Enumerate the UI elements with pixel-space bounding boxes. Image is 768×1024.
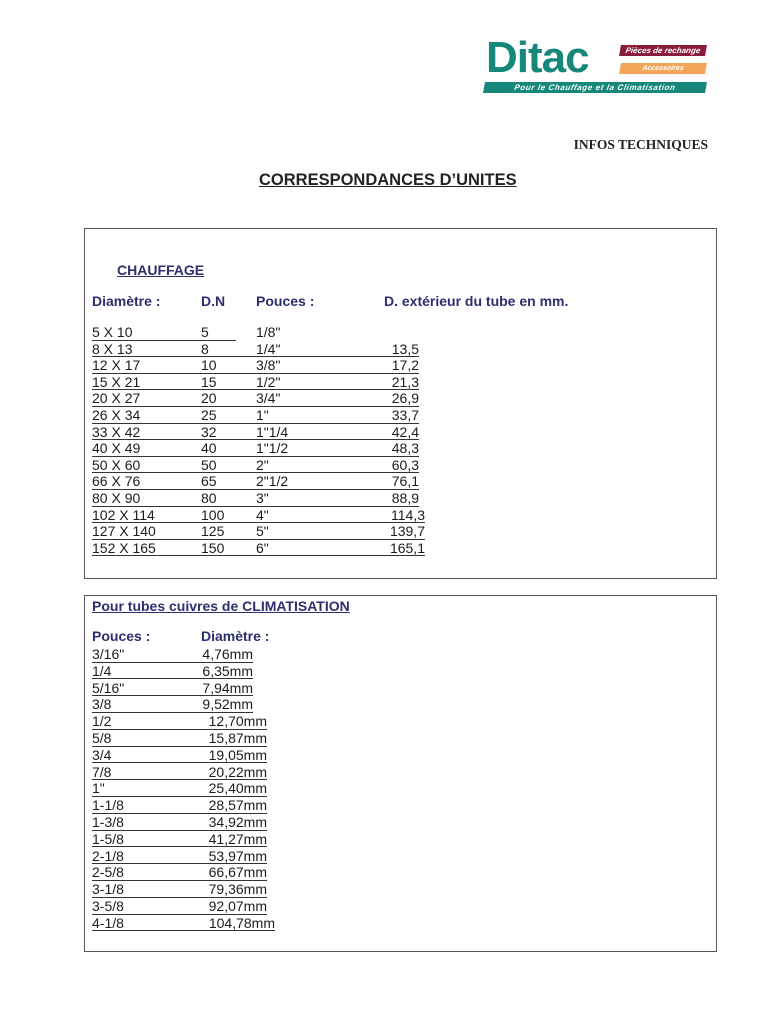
table-row — [92, 374, 419, 391]
cell-diametre: 66 X 76 — [92, 473, 141, 490]
logo-banner: Pour le Chauffage et la Climatisation — [483, 82, 707, 93]
cell-diametre: 92,07mm — [208, 898, 267, 914]
table-row — [92, 713, 267, 730]
cell-diametre: 7,94mm — [202, 679, 253, 696]
cell-pouces: 1-3/8 — [92, 814, 124, 830]
ditac-logo — [484, 33, 708, 96]
table-row — [92, 357, 419, 374]
cell-diametre: 40 X 49 — [92, 440, 141, 457]
table-row — [92, 523, 425, 540]
cell-dn: 32 — [201, 423, 217, 440]
cell-d-exterieur: 114,3 — [391, 506, 425, 523]
cell-diametre: 20,22mm — [208, 763, 267, 780]
chauffage-title: CHAUFFAGE — [117, 262, 205, 278]
cell-diametre: 34,92mm — [208, 814, 267, 830]
table-row — [92, 540, 425, 557]
cell-diametre: 80 X 90 — [92, 490, 141, 506]
cell-diametre: 127 X 140 — [92, 523, 156, 540]
table-row — [92, 646, 253, 663]
logo-tag-spare-parts: Pièces de rechange — [619, 45, 707, 56]
cell-d-exterieur: 60,3 — [391, 456, 419, 473]
table-row — [92, 915, 275, 932]
table-row — [92, 898, 267, 915]
cell-dn: 150 — [201, 539, 225, 556]
cell-pouces: 1"1/2 — [256, 440, 289, 457]
cell-diametre: 152 X 165 — [92, 539, 156, 556]
cell-pouces: 3/8 — [92, 696, 112, 713]
cell-d-exterieur: 21,3 — [391, 373, 419, 390]
cell-dn: 65 — [201, 473, 217, 490]
climatisation-panel — [84, 595, 717, 952]
col-header-dn: D.N — [201, 293, 226, 309]
cell-pouces: 3-5/8 — [92, 898, 124, 914]
table-row — [92, 730, 267, 747]
table-row — [92, 780, 267, 797]
table-row — [92, 490, 419, 507]
cell-diametre: 66,67mm — [208, 864, 267, 881]
cell-diametre: 102 X 114 — [92, 506, 155, 523]
section-label: INFOS TECHNIQUES — [573, 137, 708, 152]
cell-dn: 25 — [201, 407, 217, 423]
cell-pouces: 1-5/8 — [92, 830, 124, 847]
cell-pouces: 1"1/4 — [256, 423, 289, 440]
cell-dn: 8 — [201, 340, 209, 357]
table-row — [92, 680, 253, 697]
cell-diametre: 104,78mm — [208, 914, 275, 931]
row-underline — [92, 555, 425, 556]
table-row — [92, 831, 267, 848]
col-header-diametre: Diamètre : — [201, 628, 270, 644]
table-row — [92, 764, 267, 781]
cell-d-exterieur: 17,2 — [391, 357, 419, 374]
table-row — [92, 341, 419, 358]
cell-diametre: 79,36mm — [208, 881, 267, 898]
table-row — [92, 797, 267, 814]
cell-diametre: 15 X 21 — [92, 373, 141, 390]
cell-pouces: 1-1/8 — [92, 797, 124, 814]
cell-pouces: 4-1/8 — [92, 914, 124, 931]
cell-d-exterieur: 165,1 — [389, 539, 425, 556]
page-title: CORRESPONDANCES D’UNITES — [259, 171, 517, 189]
cell-pouces: 7/8 — [92, 763, 112, 780]
logo-tag-accessories: Accessoires — [619, 63, 707, 74]
chauffage-panel — [84, 228, 717, 579]
cell-dn: 10 — [201, 357, 217, 374]
cell-pouces: 2-5/8 — [92, 864, 124, 881]
cell-diametre: 5 X 10 — [92, 324, 133, 340]
cell-pouces: 2"1/2 — [256, 473, 289, 490]
cell-diametre: 33 X 42 — [92, 423, 141, 440]
cell-d-exterieur: 13,5 — [391, 340, 419, 357]
cell-pouces: 2-1/8 — [92, 847, 124, 864]
cell-diametre: 12,70mm — [208, 713, 267, 730]
cell-dn: 80 — [201, 490, 217, 506]
cell-pouces: 5" — [256, 523, 269, 540]
cell-pouces: 1/4" — [256, 340, 281, 357]
cell-pouces: 1/4 — [92, 662, 112, 679]
table-row — [92, 864, 267, 881]
col-header-diametre: Diamètre : — [92, 293, 161, 309]
table-row — [92, 848, 267, 865]
cell-diametre: 4,76mm — [202, 646, 253, 662]
cell-pouces: 3/4 — [92, 746, 112, 763]
col-header-d-exterieur: D. extérieur du tube en mm. — [384, 293, 569, 309]
cell-diametre: 19,05mm — [208, 746, 267, 763]
row-underline — [92, 930, 275, 931]
table-row — [92, 507, 425, 524]
cell-dn: 125 — [201, 523, 225, 540]
table-row — [92, 407, 419, 424]
table-row — [92, 390, 419, 407]
cell-diametre: 6,35mm — [202, 662, 253, 679]
col-header-pouces: Pouces : — [92, 628, 151, 644]
table-row — [92, 881, 267, 898]
table-row — [92, 457, 419, 474]
table-row — [92, 424, 419, 441]
cell-d-exterieur: 42,4 — [391, 423, 419, 440]
cell-d-exterieur: 139,7 — [389, 523, 425, 540]
cell-d-exterieur: 26,9 — [391, 390, 419, 407]
table-row — [92, 747, 267, 764]
cell-pouces: 3" — [256, 490, 269, 506]
cell-pouces: 1/2 — [92, 713, 112, 730]
logo-brand: Ditac — [486, 33, 589, 82]
cell-pouces: 3-1/8 — [92, 881, 124, 898]
cell-dn: 20 — [201, 390, 217, 407]
cell-pouces: 5/8 — [92, 730, 112, 746]
cell-diametre: 25,40mm — [208, 780, 267, 797]
cell-pouces: 1/2" — [256, 373, 281, 390]
cell-d-exterieur: 48,3 — [391, 440, 419, 457]
cell-pouces: 1" — [92, 780, 105, 797]
table-row — [92, 473, 419, 490]
cell-diametre: 50 X 60 — [92, 456, 141, 473]
cell-diametre: 12 X 17 — [92, 357, 141, 374]
cell-d-exterieur: 76,1 — [391, 473, 419, 490]
table-row — [92, 814, 267, 831]
cell-diametre: 20 X 27 — [92, 390, 141, 407]
cell-diametre: 26 X 34 — [92, 407, 141, 423]
cell-pouces: 4" — [256, 506, 269, 523]
cell-dn: 50 — [201, 456, 217, 473]
cell-dn: 5 — [201, 324, 209, 340]
cell-pouces: 3/8" — [256, 357, 281, 374]
cell-diametre: 15,87mm — [208, 730, 267, 746]
cell-diametre: 28,57mm — [208, 797, 267, 814]
cell-dn: 40 — [201, 440, 217, 457]
cell-pouces: 5/16" — [92, 679, 125, 696]
table-row — [92, 324, 281, 341]
cell-d-exterieur: 33,7 — [391, 407, 419, 423]
cell-diametre: 9,52mm — [202, 696, 253, 713]
cell-pouces: 3/4" — [256, 390, 281, 407]
cell-pouces: 1" — [256, 407, 269, 423]
cell-diametre: 53,97mm — [208, 847, 267, 864]
cell-pouces: 6" — [256, 539, 269, 556]
cell-pouces: 3/16" — [92, 646, 125, 662]
table-row — [92, 663, 253, 680]
cell-diametre: 8 X 13 — [92, 340, 133, 357]
climatisation-title: Pour tubes cuivres de CLIMATISATION — [92, 598, 350, 614]
cell-d-exterieur: 88,9 — [391, 490, 419, 506]
table-row — [92, 440, 419, 457]
cell-pouces: 2" — [256, 456, 269, 473]
cell-diametre: 41,27mm — [208, 830, 267, 847]
cell-dn: 15 — [201, 373, 217, 390]
cell-pouces: 1/8" — [256, 324, 281, 340]
col-header-pouces: Pouces : — [256, 293, 315, 309]
table-row — [92, 696, 253, 713]
cell-dn: 100 — [201, 506, 225, 523]
